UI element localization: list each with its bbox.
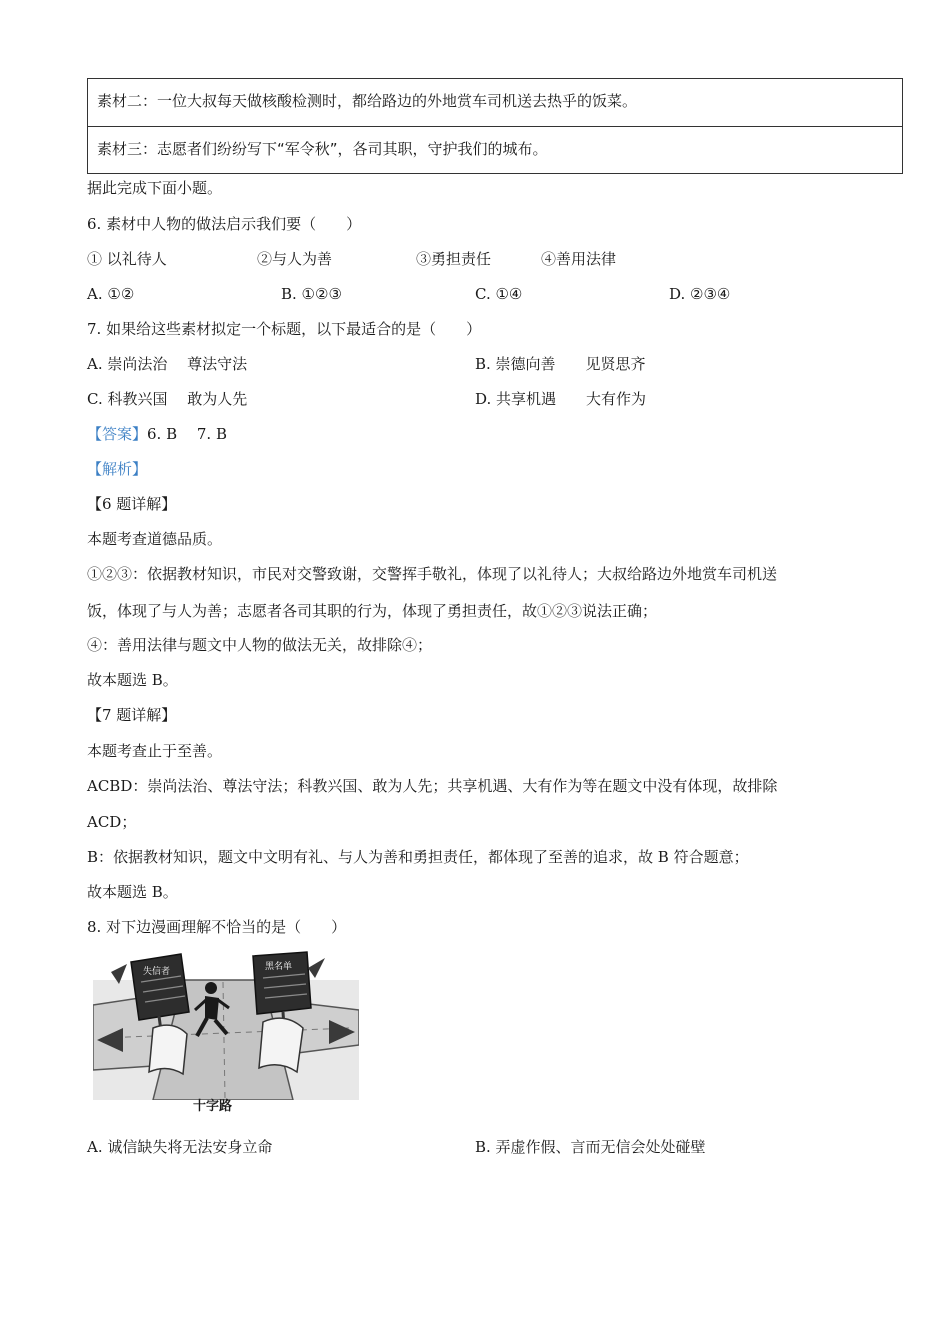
detail6-line-5: 故本题选 B。 [87,671,178,689]
q6-option-d: D. ②③④ [669,285,731,303]
detail7-line-2: ACBD：崇尚法治、尊法守法；科教兴国、敢为人先；共享机遇、大有作为等在题文中没有体现，故排除 [87,777,778,795]
detail7-line-1: 本题考查止于至善。 [87,742,223,760]
q6-option-a: A. ①② [87,285,135,303]
detail7-line-4: B：依据教材知识，题文中文明有礼、与人为善和勇担责任，都体现了至善的追求，故 B 符合题意； [87,848,749,866]
q6-option-b: B. ①②③ [281,285,342,303]
detail6-line-4: ④：善用法律与题文中人物的做法无关，故排除④； [87,636,433,654]
detail6-line-2: ①②③：依据教材知识，市民对交警致谢，交警挥手敬礼，体现了以礼待人；大叔给路边外地赏车司机送 [87,565,778,583]
q6-option-c: C. ①④ [475,285,523,303]
answer-tag: 【答案】 [87,425,148,443]
material-three: 素材三：志愿者们纷纷写下“军令秋”，各司其职，守护我们的城布。 [88,126,902,173]
detail7-line-3: ACD； [87,813,137,831]
q7-option-c: C. 科教兴国 敢为人先 [87,390,248,408]
analysis-tag: 【解析】 [87,460,148,478]
detail7-title: 【7 题详解】 [87,706,177,724]
q7-option-d: D. 共享机遇 大有作为 [475,390,647,408]
materials-table [87,78,903,174]
answer-text: 6. B 7. B [147,425,227,443]
detail6-line-1: 本题考查道德品质。 [87,530,223,548]
q7-option-a: A. 崇尚法治 尊法守法 [87,355,248,373]
q6-item-4: ④善用法律 [541,250,617,268]
detail6-line-3: 饭，体现了与人为善；志愿者各司其职的行为，体现了勇担责任，故①②③说法正确； [87,602,658,620]
q6-item-1: ① 以礼待人 [87,250,167,268]
q8-option-b: B. 弄虚作假、言而无信会处处碰壁 [475,1138,706,1156]
q7-stem: 7. 如果给这些素材拟定一个标题，以下最适合的是（ ） [87,320,482,338]
instruction: 据此完成下面小题。 [87,179,223,197]
answer-line [87,424,227,444]
q8-stem: 8. 对下边漫画理解不恰当的是（ ） [87,918,347,936]
q6-item-2: ②与人为善 [257,250,333,268]
detail6-title: 【6 题详解】 [87,495,177,513]
crossroad-cartoon [93,950,359,1113]
q6-item-3: ③勇担责任 [416,250,492,268]
cartoon-caption: 十字路 [193,1099,233,1113]
board-right-label: 黑名单 [265,962,293,972]
q7-option-b: B. 崇德向善 见贤思齐 [475,355,646,373]
board-left-label: 失信者 [143,967,171,977]
detail7-line-5: 故本题选 B。 [87,883,178,901]
q8-option-a: A. 诚信缺失将无法安身立命 [87,1138,273,1156]
q6-stem: 6. 素材中人物的做法启示我们要（ ） [87,215,362,233]
material-two: 素材二：一位大叔每天做核酸检测时，都给路边的外地赏车司机送去热乎的饭菜。 [97,92,638,110]
